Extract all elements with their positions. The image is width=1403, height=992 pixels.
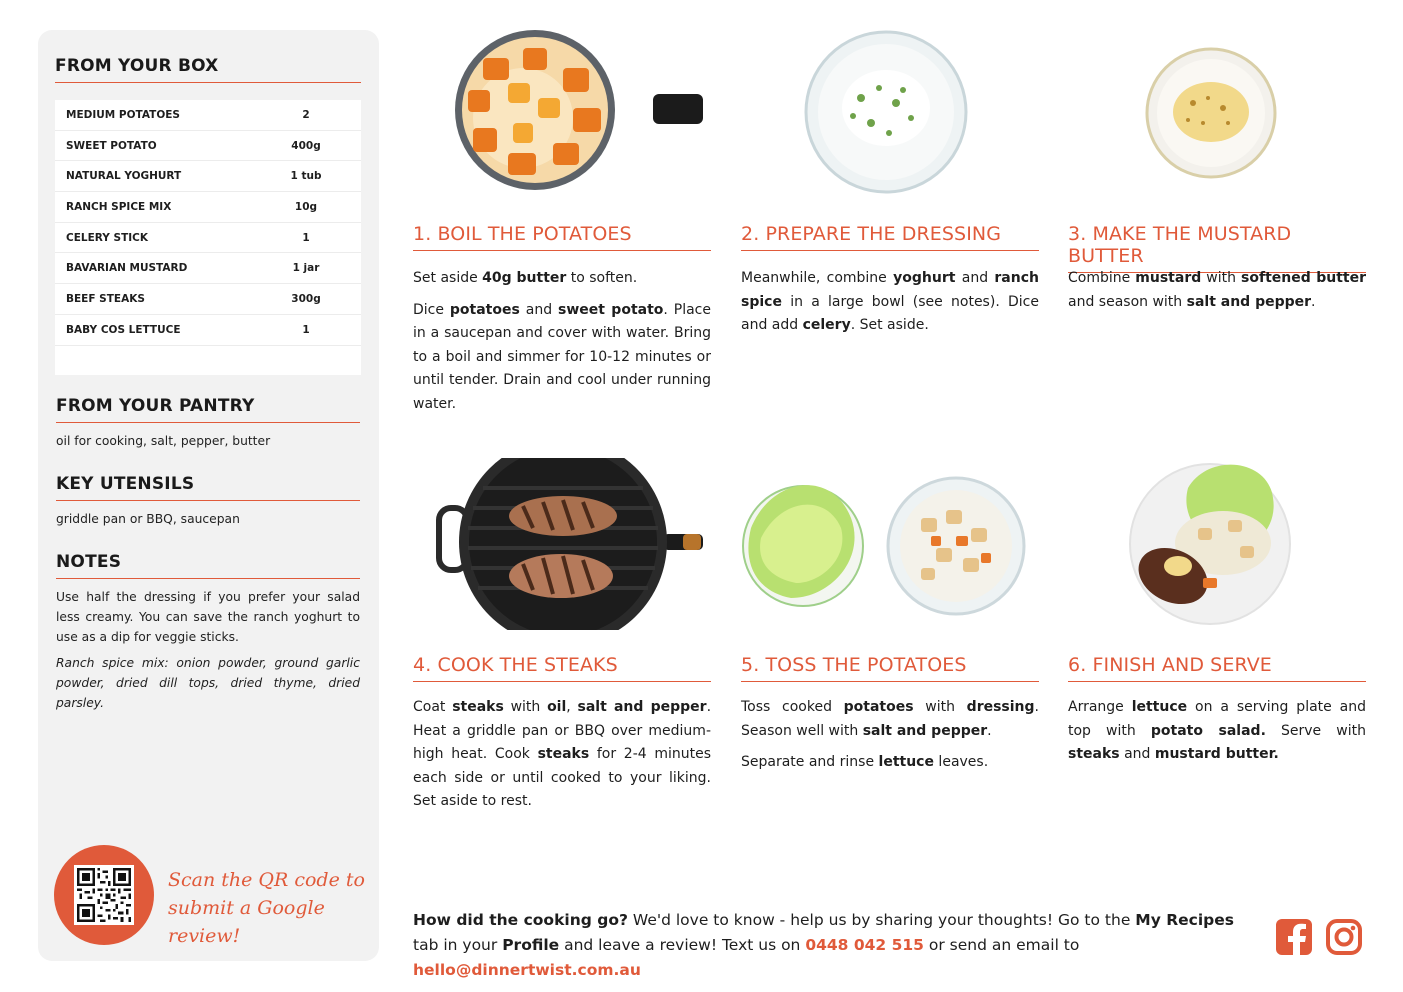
facebook-icon[interactable] bbox=[1275, 918, 1313, 956]
review-footer: How did the cooking go? We'd love to know - help us by sharing your thoughts! Go to the My Recipes tab in your Profile and leave a review! Text us on 0448 042 515 or send an email to hello@dinnertwist.com.au bbox=[413, 911, 1234, 979]
step-3-body bbox=[1068, 267, 1366, 322]
notes-heading: NOTES bbox=[56, 552, 360, 579]
qr-caption bbox=[168, 866, 368, 950]
table-row bbox=[55, 253, 361, 284]
utensils-text: griddle pan or BBQ, saucepan bbox=[56, 512, 240, 526]
step-5-paragraph-1: Toss cooked potatoes with dressing. Season well with salt and pepper. bbox=[741, 699, 1039, 739]
ingredient-qty: 400g bbox=[291, 139, 321, 152]
ingredient-name: CELERY STICK bbox=[66, 231, 148, 244]
step-5-title: 5. TOSS THE POTATOES bbox=[741, 654, 1039, 682]
notes-spice-mix: Ranch spice mix: onion powder, ground garlic powder, dried dill tops, dried thyme, dried parsley. bbox=[56, 656, 360, 710]
utensils-heading: KEY UTENSILS bbox=[56, 474, 360, 501]
step-1-body bbox=[413, 267, 711, 424]
ingredient-name: SWEET POTATO bbox=[66, 139, 157, 152]
email-link[interactable]: hello@dinnertwist.com.au bbox=[413, 961, 641, 979]
my-recipes-link[interactable]: My Recipes bbox=[1135, 911, 1234, 929]
plated-steak-and-salad-image bbox=[1068, 458, 1366, 630]
ingredient-name: MEDIUM POTATOES bbox=[66, 108, 180, 121]
table-row bbox=[55, 284, 361, 315]
bowl-of-yoghurt-dressing-image bbox=[741, 28, 1039, 200]
step-4-body bbox=[413, 696, 711, 822]
ingredient-qty: 1 tub bbox=[290, 170, 322, 183]
step-6-body bbox=[1068, 696, 1366, 775]
qr-caption-line2: submit a Google review! bbox=[168, 897, 325, 947]
ingredient-name: NATURAL YOGHURT bbox=[66, 170, 182, 183]
step-1-paragraph-2: Dice potatoes and sweet potato. Place in a saucepan and cover with water. Bring to a boil and simmer for 10-12 minutes or until tender. Drain and cool under running water. bbox=[413, 301, 711, 412]
step-3-title: 3. MAKE THE MUSTARD BUTTER bbox=[1068, 223, 1366, 273]
ingredient-name: BEEF STEAKS bbox=[66, 292, 145, 305]
instagram-icon[interactable] bbox=[1325, 918, 1363, 956]
from-your-box-heading: FROM YOUR BOX bbox=[55, 56, 361, 83]
qr-caption-line1: Scan the QR code to bbox=[168, 869, 365, 891]
griddle-pan-with-steaks-image bbox=[413, 458, 711, 630]
notes-text: Use half the dressing if you prefer your salad less creamy. You can save the ranch yoghurt to use as a dip for veggie sticks. bbox=[56, 590, 360, 644]
step-6-paragraph-1: Arrange lettuce on a serving plate and top with potato salad. Serve with steaks and mustard butter. bbox=[1068, 699, 1366, 762]
footer-question: How did the cooking go? bbox=[413, 911, 628, 929]
table-row bbox=[55, 315, 361, 346]
step-2-paragraph-1: Meanwhile, combine yoghurt and ranch spice in a large bowl (see notes). Dice and add celery. Set aside. bbox=[741, 270, 1039, 333]
pantry-text: oil for cooking, salt, pepper, butter bbox=[56, 434, 271, 448]
notes-section bbox=[56, 552, 360, 713]
ingredients-panel bbox=[38, 30, 379, 961]
step-6-title: 6. FINISH AND SERVE bbox=[1068, 654, 1366, 682]
table-row bbox=[55, 131, 361, 162]
profile-link[interactable]: Profile bbox=[502, 936, 560, 954]
ingredients-table bbox=[55, 100, 361, 375]
ingredient-name: BABY COS LETTUCE bbox=[66, 323, 181, 336]
step-5-body bbox=[741, 696, 1039, 783]
ingredient-qty: 1 bbox=[302, 231, 310, 244]
step-2-title: 2. PREPARE THE DRESSING bbox=[741, 223, 1039, 251]
step-2-body bbox=[741, 267, 1039, 346]
bowl-of-mustard-butter-image bbox=[1068, 28, 1366, 200]
lettuce-and-potato-salad-image bbox=[741, 458, 1039, 630]
ingredient-qty: 10g bbox=[294, 200, 318, 213]
ingredient-qty: 300g bbox=[291, 292, 321, 305]
qr-code-icon[interactable] bbox=[74, 865, 134, 925]
ingredient-name: RANCH SPICE MIX bbox=[66, 200, 172, 213]
qr-circle bbox=[54, 845, 154, 945]
table-row bbox=[55, 161, 361, 192]
utensils-section bbox=[56, 474, 360, 529]
pantry-section bbox=[56, 396, 360, 451]
pantry-heading: FROM YOUR PANTRY bbox=[56, 396, 360, 423]
pot-of-boiling-potatoes-image bbox=[413, 28, 711, 200]
step-4-paragraph-1: Coat steaks with oil, salt and pepper. Heat a griddle pan or BBQ over medium-high heat. Cook steaks for 2-4 minutes each side or until cooked to your liking. Set aside to rest. bbox=[413, 699, 712, 809]
ingredient-name: BAVARIAN MUSTARD bbox=[66, 262, 188, 275]
step-1-title: 1. BOIL THE POTATOES bbox=[413, 223, 711, 251]
ingredient-qty: 1 bbox=[302, 323, 310, 336]
table-row bbox=[55, 192, 361, 223]
table-row bbox=[55, 100, 361, 131]
ingredient-qty: 2 bbox=[302, 108, 310, 121]
table-row bbox=[55, 223, 361, 254]
step-1-paragraph-1: Set aside 40g butter to soften. bbox=[413, 270, 638, 286]
step-3-paragraph-1: Combine mustard with softened butter and season with salt and pepper. bbox=[1068, 270, 1366, 310]
qr-badge[interactable] bbox=[54, 845, 154, 945]
ingredient-qty: 1 jar bbox=[292, 262, 320, 275]
step-4-title: 4. COOK THE STEAKS bbox=[413, 654, 711, 682]
phone-link[interactable]: 0448 042 515 bbox=[805, 936, 924, 954]
step-5-paragraph-2: Separate and rinse lettuce leaves. bbox=[741, 754, 989, 770]
